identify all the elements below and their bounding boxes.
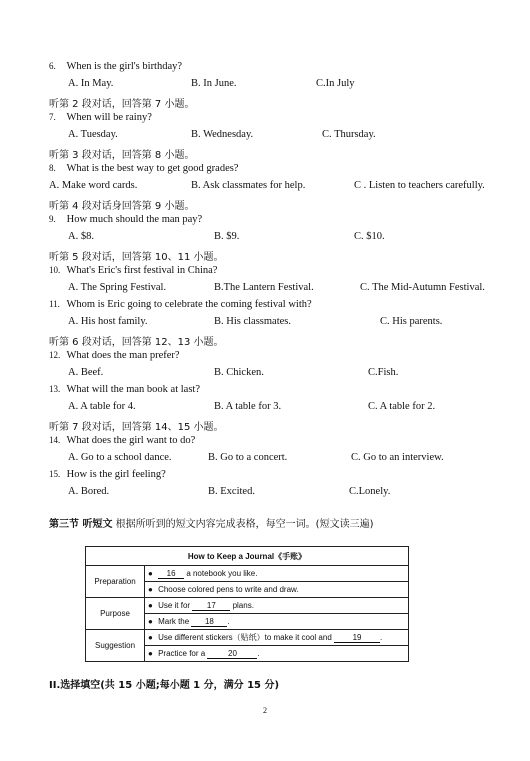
question-10 [49,265,217,276]
instruction: 听第 5 段对话，回答第 10、11 小题。 [49,252,224,263]
section-title: 第三节 听短文 [49,519,113,530]
question-text: What does the man prefer? [66,350,180,361]
option-b: B. Excited. [208,486,255,497]
option-b: B. Wednesday. [191,129,254,140]
option-c: C.Lonely. [349,486,391,497]
option-c: C.In July [316,78,355,89]
question-text: What will the man book at last? [66,384,200,395]
table-cell [145,630,409,646]
row-label-preparation: Preparation [86,566,145,598]
option-b: B. A table for 3. [214,401,282,412]
question-text: What's Eric's first festival in China? [66,265,218,276]
cell-text: Mark the [158,616,190,626]
instruction: 听第 3 段对话，回答第 8 小题。 [49,150,195,161]
bullet-icon: ● [148,616,153,626]
section-instruction: 根据所听到的短文内容完成表格，每空一词。(短文读三遍) [115,519,374,530]
option-b: B. Go to a concert. [208,452,288,463]
option-a: A. Tuesday. [68,129,118,140]
section-3-heading [49,515,373,530]
option-c: C. The Mid-Autumn Festival. [360,282,485,293]
cell-text: a notebook you like. [186,568,258,578]
option-a: A. Go to a school dance. [68,452,172,463]
bullet-icon: ● [148,633,153,642]
row-label-purpose: Purpose [86,598,145,630]
option-a: A. The Spring Festival. [68,282,167,293]
cell-text: . [380,633,383,642]
table-cell [145,614,409,630]
option-c: C.Fish. [368,367,399,378]
cell-text: Use it for [158,600,191,610]
blank-17[interactable]: 17 [192,601,230,611]
question-number: 12. [49,350,61,360]
cell-text: Practice for a [158,648,206,658]
option-c: C. $10. [354,231,385,242]
question-number: 13. [49,384,61,394]
question-13 [49,384,200,395]
option-b: B. In June. [191,78,237,89]
option-b: B. Chicken. [214,367,264,378]
option-a: A. His host family. [68,316,148,327]
table-cell [145,582,409,598]
cell-text: Use different stickers（贴纸）to make it cool and [158,633,332,642]
cell-text: Choose colored pens to write and draw. [158,585,299,594]
question-7 [49,112,152,123]
question-9 [49,214,202,225]
question-text: When will be rainy? [66,112,152,123]
option-a: A. A table for 4. [68,401,136,412]
option-a: A. In May. [68,78,114,89]
table-cell [145,646,409,662]
question-text: How much should the man pay? [66,214,203,225]
question-8 [49,163,238,174]
question-number: 11. [49,299,60,309]
cell-text: . [227,616,230,626]
instruction: 听第 2 段对话，回答第 7 小题。 [49,99,195,110]
option-b: B.The Lantern Festival. [214,282,314,293]
question-number: 7. [49,112,56,122]
option-c: C. A table for 2. [368,401,436,412]
option-c: C . Listen to teachers carefully. [354,180,485,191]
blank-18[interactable]: 18 [191,617,227,627]
bullet-icon: ● [148,648,153,658]
table-cell [145,598,409,614]
blank-19[interactable]: 19 [334,633,380,643]
row-label-suggestion: Suggestion [86,630,145,662]
instruction: 听第 6 段对话，回答第 12、13 小题。 [49,337,224,348]
part-2-heading: II.选择填空(共 15 小题;每小题 1 分，满分 15 分) [49,680,280,691]
question-12 [49,350,180,361]
bullet-icon: ● [148,600,153,610]
question-number: 10. [49,265,61,275]
option-c: C. His parents. [380,316,443,327]
bullet-icon: ● [148,585,153,594]
option-a: A. Bored. [68,486,110,497]
question-text: What is the best way to get good grades? [66,163,239,174]
page-number: 2 [263,706,267,715]
question-11 [49,299,312,310]
question-number: 6. [49,61,56,71]
journal-table [85,546,409,662]
blank-20[interactable]: 20 [207,649,257,659]
table-title: How to Keep a Journal《手账》 [86,547,409,566]
table-cell [145,566,409,582]
option-c: C. Thursday. [322,129,376,140]
question-number: 15. [49,469,61,479]
option-c: C. Go to an interview. [351,452,444,463]
option-b: B. $9. [214,231,240,242]
question-text: When is the girl's birthday? [66,61,183,72]
question-number: 9. [49,214,56,224]
question-text: How is the girl feeling? [66,469,166,480]
question-text: What does the girl want to do? [66,435,196,446]
question-number: 14. [49,435,61,445]
cell-text: plans. [232,600,254,610]
question-14 [49,435,195,446]
option-b: B. His classmates. [214,316,291,327]
question-15 [49,469,166,480]
blank-16[interactable]: 16 [158,569,184,579]
question-6 [49,61,182,72]
option-a: A. $8. [68,231,94,242]
instruction: 听第 4 段对话身回答第 9 小题。 [49,201,195,212]
question-number: 8. [49,163,56,173]
bullet-icon: ● [148,568,153,578]
option-a: A. Beef. [68,367,104,378]
cell-text: . [257,648,260,658]
instruction: 听第 7 段对话，回答第 14、15 小题。 [49,422,224,433]
option-b: B. Ask classmates for help. [191,180,306,191]
option-a: A. Make word cards. [49,180,138,191]
question-text: Whom is Eric going to celebrate the coming festival with? [66,299,312,310]
